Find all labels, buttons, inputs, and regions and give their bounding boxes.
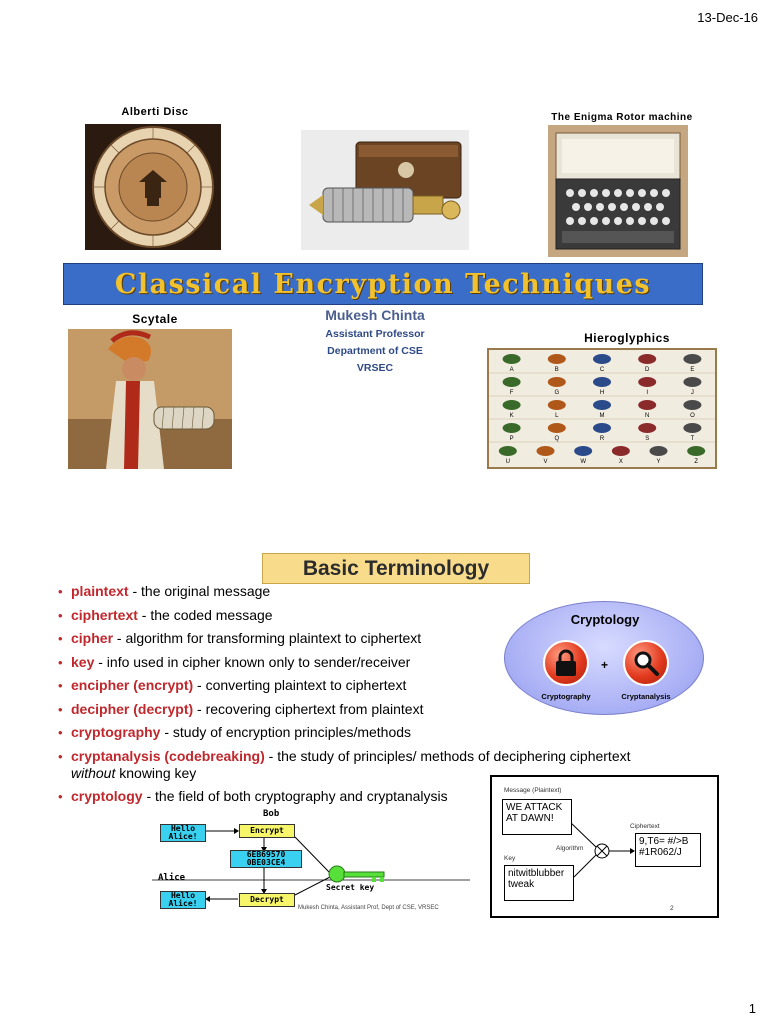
key-box: nitwitblubber tweak (504, 865, 574, 901)
cryptanalysis-caption: Cryptanalysis (621, 692, 671, 701)
term-description-italic: without (71, 764, 116, 781)
key-label: Key (504, 855, 516, 862)
cryptography-caption: Cryptography (541, 692, 591, 701)
hieroglyph-letter: X (618, 459, 623, 465)
diagram-page-number: 2 (670, 905, 674, 912)
alberti-disc-label: Alberti Disc (121, 106, 189, 118)
cipher-process-diagram (490, 775, 719, 918)
lock-icon (543, 640, 589, 686)
hieroglyphics-image (487, 348, 717, 469)
hieroglyph-mark (593, 377, 611, 387)
hieroglyph-mark (683, 400, 701, 410)
slide-credit: Mukesh Chinta, Assistant Prof, Dept of CSE, VRSEC (298, 905, 439, 911)
hieroglyph-mark (503, 400, 521, 410)
list-item: • key - info used in cipher known only to sender/receiver (58, 653, 411, 670)
hieroglyph-letter: H (599, 390, 605, 396)
term: decipher (decrypt) (71, 700, 194, 717)
hieroglyph-letter: A (509, 367, 514, 373)
hieroglyph-mark (683, 377, 701, 387)
hieroglyph-mark (638, 354, 656, 364)
hieroglyph-letter: V (543, 459, 548, 465)
term: key (71, 653, 95, 670)
term: ciphertext (71, 606, 138, 623)
hieroglyph-letter: E (690, 367, 695, 373)
term: plaintext (71, 583, 129, 599)
hieroglyph-mark (593, 400, 611, 410)
hieroglyph-mark (593, 423, 611, 433)
list-item: • ciphertext - the coded message (58, 606, 273, 623)
hieroglyph-letter: D (645, 367, 650, 373)
hieroglyph-letter: T (690, 436, 695, 442)
encrypt-box: Encrypt (239, 824, 295, 838)
term-description: - the coded message (137, 606, 273, 623)
term-description: - study of encryption principles/methods (160, 724, 412, 740)
magnifier-icon (623, 640, 669, 686)
hieroglyph-mark (499, 446, 517, 456)
plus-sign: + (601, 658, 609, 672)
term: cryptanalysis (codebreaking) (71, 747, 265, 764)
term-description: - converting plaintext to ciphertext (193, 677, 407, 693)
list-item: • decipher (decrypt) - recovering ciphertext from plaintext (58, 700, 424, 717)
hello-alice-top: Hello Alice! (160, 824, 206, 842)
term-description: - the study of principles/ methods of deciphering ciphertext (264, 747, 631, 764)
list-item: • cipher - algorithm for transforming plaintext to ciphertext (58, 630, 422, 646)
hello-alice-bottom: Hello Alice! (160, 891, 206, 909)
hieroglyph-mark (574, 446, 592, 456)
page-number: 1 (748, 1001, 756, 1016)
hieroglyph-letter: K (509, 413, 514, 419)
hieroglyph-mark (650, 446, 668, 456)
hieroglyph-letter: N (645, 413, 650, 419)
hieroglyph-letter: Z (694, 459, 699, 465)
term: cryptology (71, 788, 143, 804)
hieroglyph-mark (683, 354, 701, 364)
term-description: - the field of both cryptography and cryptanalysis (142, 788, 448, 804)
hieroglyph-mark (503, 354, 521, 364)
term-description: - recovering ciphertext from plaintext (193, 700, 424, 717)
hieroglyph-letter: Y (656, 459, 661, 465)
hieroglyph-mark (638, 423, 656, 433)
author-org: VRSEC (356, 362, 394, 374)
list-item: • encipher (encrypt) - converting plaintext to ciphertext (58, 677, 407, 693)
hieroglyph-mark (638, 377, 656, 387)
hieroglyph-mark (593, 354, 611, 364)
bob-alice-diagram (150, 807, 470, 917)
hieroglyph-letter: U (505, 459, 511, 465)
enigma-image (548, 125, 688, 257)
hieroglyph-letter: O (690, 413, 695, 419)
secret-key-label: Secret key (326, 883, 375, 892)
author-role: Assistant Professor (325, 328, 425, 340)
terminology-title: Basic Terminology (302, 556, 490, 580)
cryptology-graphic (504, 601, 704, 715)
author-dept: Department of CSE (327, 345, 423, 357)
hieroglyph-letter: I (646, 390, 649, 396)
hieroglyph-letter: S (645, 436, 650, 442)
hieroglyph-letter: C (599, 367, 605, 373)
plaintext-box: WE ATTACK AT DAWN! (502, 799, 572, 835)
terminology-title-banner (262, 553, 530, 584)
term: encipher (encrypt) (71, 677, 194, 693)
hieroglyph-letter: J (690, 390, 694, 396)
enigma-label: The Enigma Rotor machine (551, 112, 693, 123)
ciphertext-box: 9,T6= #/>B #1R062/J (635, 833, 701, 867)
slide-title: Classical Encryption Techniques (114, 268, 652, 300)
term-description: - info used in cipher known only to sender/receiver (94, 653, 411, 670)
slide-date: 13-Dec-16 (697, 10, 758, 25)
author-block (300, 307, 450, 374)
hieroglyph-letter: W (580, 459, 587, 465)
scytale-label: Scytale (132, 312, 178, 326)
hieroglyph-mark (683, 423, 701, 433)
hieroglyph-letter: P (509, 436, 514, 442)
hieroglyph-mark (548, 400, 566, 410)
slide-title-banner (63, 263, 703, 305)
list-item: • plaintext - the original message (58, 583, 271, 599)
hieroglyph-mark (503, 377, 521, 387)
list-item: • cryptology - the field of both cryptography and cryptanalysis (58, 788, 448, 804)
decrypt-box: Decrypt (239, 893, 295, 907)
cipher-hex-box: 6EB69570 0BE03CE4 (230, 850, 302, 868)
cylinder-cipher-image (301, 130, 469, 250)
hieroglyph-mark (548, 377, 566, 387)
hieroglyph-letter: Q (554, 436, 560, 442)
term: cipher (71, 630, 114, 646)
list-item: • cryptography - study of encryption principles/methods (58, 724, 412, 740)
hieroglyph-letter: B (554, 367, 559, 373)
ciphertext-label: Ciphertext (630, 823, 660, 830)
author-name: Mukesh Chinta (325, 307, 425, 323)
list-item: • cryptanalysis (codebreaking) - the study of principles/ methods of deciphering ciphertext without knowing key (58, 747, 631, 781)
hieroglyph-mark (548, 423, 566, 433)
hieroglyph-letter: F (509, 390, 514, 396)
term-description-rest: knowing key (115, 764, 197, 781)
hieroglyph-mark (612, 446, 630, 456)
cryptology-title: Cryptology (570, 612, 640, 627)
hieroglyph-letter: M (599, 413, 605, 419)
term-description: - the original message (128, 583, 271, 599)
hieroglyph-mark (503, 423, 521, 433)
hieroglyph-letter: G (554, 390, 560, 396)
hieroglyphics-label: Hieroglyphics (584, 331, 670, 345)
hieroglyph-mark (537, 446, 555, 456)
alberti-disc-image (85, 124, 221, 250)
message-label: Message (Plaintext) (504, 787, 562, 794)
hieroglyph-mark (638, 400, 656, 410)
term-description: - algorithm for transforming plaintext to ciphertext (113, 630, 422, 646)
hieroglyph-letter: L (555, 413, 559, 419)
alice-label: Alice (158, 873, 186, 883)
term: cryptography (71, 724, 161, 740)
scytale-image (68, 329, 232, 469)
hieroglyph-mark (548, 354, 566, 364)
algorithm-label: Algorithm (556, 845, 584, 852)
bob-label: Bob (263, 809, 280, 819)
hieroglyph-letter: R (599, 436, 605, 442)
hieroglyph-mark (687, 446, 705, 456)
